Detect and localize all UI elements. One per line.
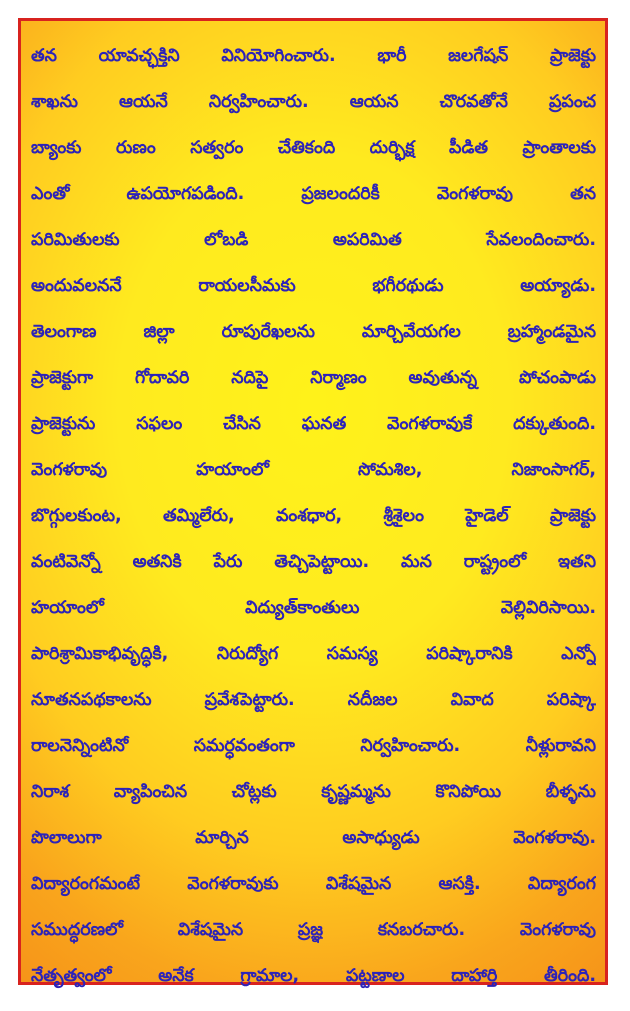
text-line: శాఖను ఆయనే నిర్వహించారు. ఆయన చొరవతోనే ప్రపంచ [31, 92, 596, 112]
text-line: నేతృత్వంలో అనేక గ్రామాల, పట్టణాల దాహార్తి తీరింది. [31, 966, 596, 986]
text-panel [18, 18, 608, 985]
text-line: విద్యారంగమంటే వెంగళరావుకు విశేషమైన ఆసక్తి. విద్యారంగ [31, 874, 596, 894]
text-line: వంటివెన్నో అతనికి పేరు తెచ్చిపెట్టాయి. మన రాష్ట్రంలో ఇతని [31, 552, 596, 572]
text-line: నూతనపథకాలను ప్రవేశపెట్టారు. నదీజల వివాద పరిష్కా [31, 690, 596, 710]
text-line: తన యావచ్ఛక్తిని వినియోగించారు. భారీ జలగేషన్ ప్రాజెక్టు [31, 46, 596, 66]
text-line: ఎంతో ఉపయోగపడింది. ప్రజలందరికీ వెంగళరావు తన [31, 184, 596, 204]
text-line: అందువలననే రాయలసీమకు భగీరథుడు అయ్యాడు. [31, 276, 596, 296]
text-line: బొగ్గులకుంట, తమ్మిలేరు, వంశధార, శ్రీశైలం హైడెల్ ప్రాజెక్టు [31, 506, 596, 526]
paragraph [31, 33, 596, 999]
text-line: ప్రాజెక్టుగా గోదావరి నదిపై నిర్మాణం అవుతున్న పోచంపాడు [31, 368, 596, 388]
text-line: సముద్ధరణలో విశేషమైన ప్రజ్ఞ కనబరచారు. వెంగళరావు [31, 920, 596, 940]
text-line: రాలనెన్నింటినో సమర్ధవంతంగా నిర్వహించారు. నీళ్లురావని [31, 736, 596, 756]
text-line: ప్రాజెక్టును సఫలం చేసిన ఘనత వెంగళరావుకే దక్కుతుంది. [31, 414, 596, 434]
text-line: బ్యాంకు రుణం సత్వరం చేతికంది దుర్భిక్ష పీడిత ప్రాంతాలకు [31, 138, 596, 158]
text-line: నిరాశ వ్యాపించిన చోట్లకు కృష్ణమ్మను కొనిపోయి బీళ్ళను [31, 782, 596, 802]
text-line: హయాంలో విద్యుత్‌కాంతులు వెల్లివిరిసాయి. [31, 598, 596, 618]
text-line: పరిమితులకు లోబడి అపరిమిత సేవలందించారు. [31, 230, 596, 250]
text-line: పొలాలుగా మార్చిన అసాధ్యుడు వెంగళరావు. [31, 828, 596, 848]
text-line: పారిశ్రామికాభివృద్ధికి, నిరుద్యోగ సమస్య పరిష్కారానికి ఎన్నో [31, 644, 596, 664]
text-line: వెంగళరావు హయాంలో సోమశిల, నిజాంసాగర్, [31, 460, 596, 480]
text-line: తెలంగాణ జిల్లా రూపురేఖలను మార్చివేయగల బ్రహ్మాండమైన [31, 322, 596, 342]
